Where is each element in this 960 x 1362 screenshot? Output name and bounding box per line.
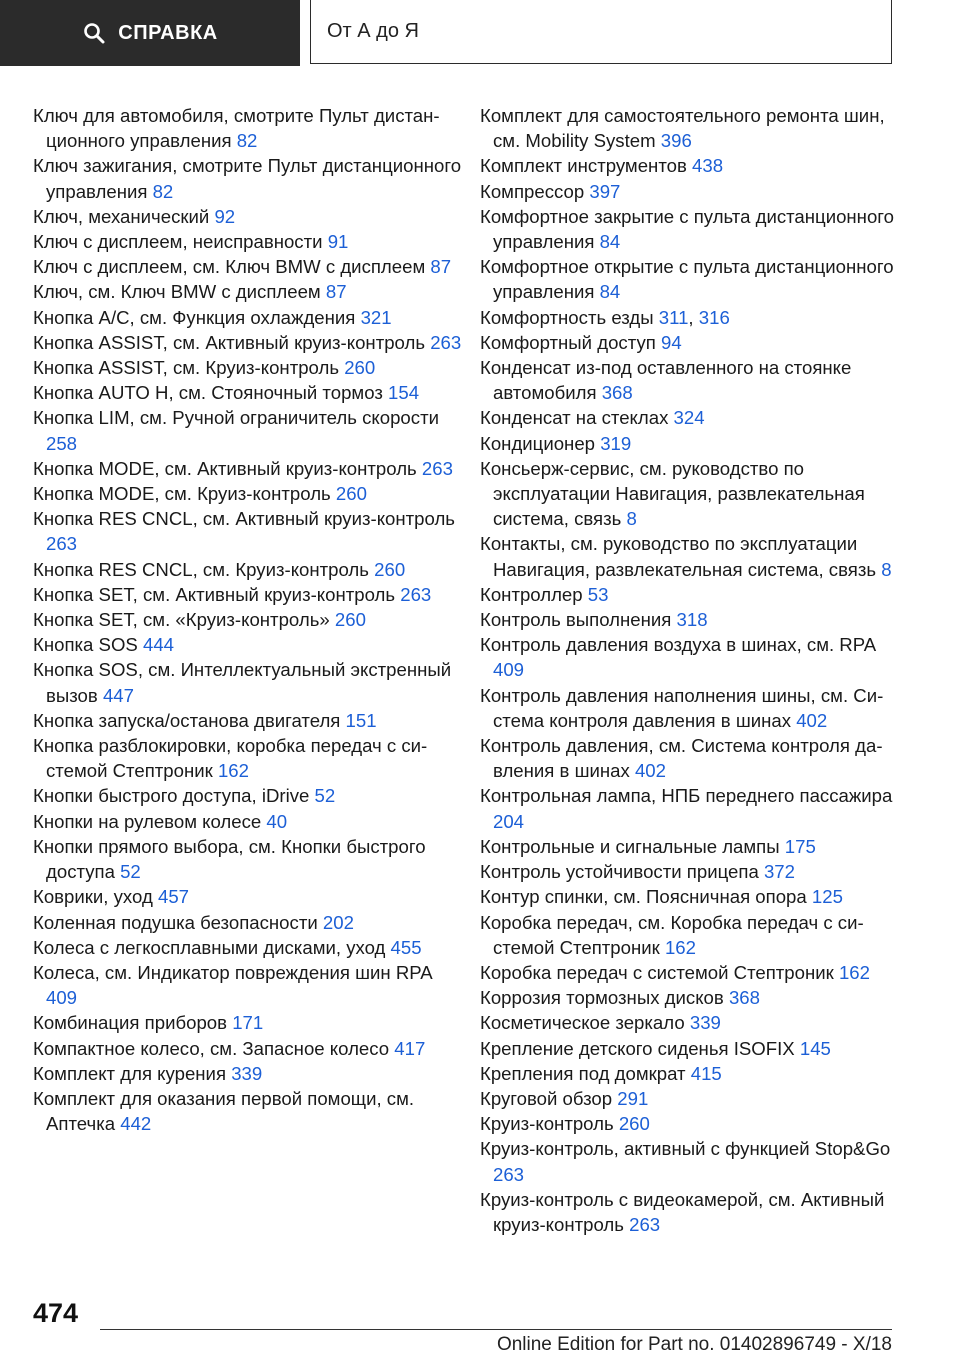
- index-entry-term: Кнопка ASSIST, см. Активный круиз-контроль: [33, 331, 426, 353]
- page-reference-link[interactable]: 52: [120, 861, 141, 883]
- index-entry: [33, 1010, 463, 1035]
- index-entry-term: Ключ зажигания, смотрите Пульт дистанционного управления: [33, 155, 462, 202]
- index-entry: [33, 783, 463, 808]
- index-entry: [33, 456, 463, 481]
- page-reference-link[interactable]: 260: [374, 558, 406, 580]
- index-entry-term: Кнопка SOS: [33, 634, 138, 656]
- page-reference-link[interactable]: 319: [600, 432, 632, 454]
- page-reference-link[interactable]: 339: [231, 1062, 263, 1084]
- page-reference-link[interactable]: 94: [660, 331, 682, 353]
- index-entry: [480, 1010, 910, 1035]
- index-entry: [33, 330, 463, 355]
- index-entry: [33, 1036, 463, 1061]
- page-reference-link[interactable]: 91: [327, 231, 349, 253]
- page-reference-link[interactable]: 263: [400, 583, 432, 605]
- index-entry: [480, 1111, 910, 1136]
- index-entry-term: Коробка передач, см. Коробка передач с системой Стептроник: [480, 911, 864, 958]
- index-entry: [33, 481, 463, 506]
- index-entry: [33, 708, 463, 733]
- index-entry: [480, 910, 910, 960]
- page-reference-link[interactable]: 321: [360, 306, 392, 328]
- page-reference-link[interactable]: 291: [617, 1087, 649, 1109]
- index-entry-term: Кнопка LIM, см. Ручной ограничитель скорости: [33, 407, 439, 429]
- index-entry-term: Ключ, см. Ключ BMW с дисплеем: [33, 281, 321, 303]
- index-entry: [33, 1086, 463, 1136]
- index-entry-term: Крепления под домкрат: [480, 1062, 686, 1084]
- index-entry-term: Ключ, механический: [33, 205, 210, 227]
- index-entry-term: Контакты, см. руководство по эксплуатации Навигация, развлекательная система, связь: [480, 533, 877, 580]
- index-entry: [33, 229, 463, 254]
- index-entry: [480, 582, 910, 607]
- page-reference-link[interactable]: 154: [388, 382, 420, 404]
- index-entry-term: Контроль давления наполнения шины, см. Система контроля давления в шинах: [480, 684, 884, 731]
- index-entry: [33, 305, 463, 330]
- index-entry-term: Комплект для оказания первой помощи, см. Аптечка: [33, 1087, 415, 1135]
- index-entry: [480, 179, 910, 204]
- index-entry: [480, 431, 910, 456]
- page-reference-link[interactable]: 372: [763, 861, 795, 883]
- page-reference-link[interactable]: 125: [811, 886, 843, 908]
- index-entry: [480, 204, 910, 254]
- page-reference-link[interactable]: 402: [634, 760, 666, 782]
- page-reference-link[interactable]: 204: [493, 810, 525, 832]
- page-reference-link[interactable]: 52: [314, 785, 336, 807]
- page-reference-link[interactable]: 417: [394, 1037, 426, 1059]
- index-entry: [33, 103, 463, 153]
- index-entry: [480, 355, 910, 405]
- index-entry-term: Кнопка RES CNCL, см. Активный круиз-контроль: [33, 508, 455, 530]
- index-entry: [33, 405, 463, 455]
- index-entry-term: Кнопка запуска/останова двигателя: [33, 709, 341, 731]
- header: [0, 0, 960, 66]
- index-entry: [480, 456, 910, 532]
- index-entry: [33, 153, 463, 203]
- index-entry: [480, 632, 910, 682]
- index-entry: [33, 607, 463, 632]
- index-column-left: [33, 103, 463, 1136]
- page-reference-link[interactable]: 175: [784, 835, 816, 857]
- page-reference-link[interactable]: 8: [626, 508, 637, 530]
- index-entry: [480, 1187, 910, 1237]
- index-entry-term: Контроль выполнения: [480, 609, 672, 631]
- page-reference-link[interactable]: 260: [618, 1113, 650, 1135]
- index-entry: [480, 1036, 910, 1061]
- index-entry: [480, 1136, 910, 1186]
- index-column-right: [480, 103, 910, 1237]
- page-reference-link[interactable]: 444: [143, 634, 175, 656]
- index-entry-term: Коленная подушка безопасности: [33, 911, 318, 933]
- index-entry-term: Консьерж-сервис, см. руководство по эксплуатации Навигация, развлекательная система, связь: [480, 457, 865, 530]
- page-reference-link[interactable]: 87: [430, 256, 452, 278]
- index-entry-term: Комфортное закрытие с пульта дистанционного управления: [480, 205, 895, 253]
- index-entry: [480, 834, 910, 859]
- page-reference-link[interactable]: 53: [587, 583, 609, 605]
- page-reference-link[interactable]: 318: [676, 609, 708, 631]
- index-entry: [33, 657, 463, 707]
- index-entry: [33, 254, 463, 279]
- index-entry: [33, 380, 463, 405]
- index-entry-term: Контур спинки, см. Поясничная опора: [480, 886, 807, 908]
- search-icon: [82, 21, 106, 45]
- index-entry-term: Комфортный доступ: [480, 331, 656, 353]
- index-entry-term: Кнопка SET, см. Активный круиз-контроль: [33, 583, 396, 605]
- index-entry: [480, 607, 910, 632]
- index-entry-term: Колеса, см. Индикатор повреждения шин RPA: [33, 961, 432, 983]
- page-reference-link[interactable]: 447: [102, 684, 134, 706]
- page-reference-link[interactable]: 263: [46, 533, 78, 555]
- index-entry-term: Кнопки быстрого доступа, iDrive: [33, 785, 310, 807]
- index-entry-term: Комфортность езды: [480, 306, 654, 328]
- index-entry-term: Комплект для курения: [33, 1062, 227, 1084]
- page-reference-link[interactable]: 402: [796, 709, 828, 731]
- index-entry-term: Конденсат из-под оставленного на стоянке автомобиля: [480, 357, 852, 404]
- page-reference-link[interactable]: 455: [390, 936, 422, 958]
- page-reference-link[interactable]: 368: [728, 987, 760, 1009]
- index-entry-term: Контрольная лампа, НПБ переднего пассажира: [480, 785, 893, 807]
- index-entry: [480, 1061, 910, 1086]
- index-entry-term: Кнопка ASSIST, см. Круиз-контроль: [33, 357, 340, 379]
- index-entry: [480, 985, 910, 1010]
- index-entry: [480, 405, 910, 430]
- index-entry: [33, 910, 463, 935]
- index-entry: [480, 783, 910, 833]
- index-entry-term: Кнопка MODE, см. Круиз-контроль: [33, 483, 331, 505]
- page-reference-link[interactable]: 40: [266, 810, 288, 832]
- index-entry-term: Комплект инструментов: [480, 155, 687, 177]
- index-entry: [480, 254, 910, 304]
- page-reference-link[interactable]: 457: [157, 886, 190, 908]
- index-entry: [33, 582, 463, 607]
- index-entry: [480, 103, 910, 153]
- index-entry-term: Контроллер: [480, 583, 583, 605]
- page-reference-link[interactable]: 263: [493, 1163, 525, 1185]
- index-entry: [33, 834, 463, 884]
- index-entry: [33, 1061, 463, 1086]
- page-reference-link[interactable]: 396: [660, 130, 692, 152]
- index-entry-term: Коврики, уход: [33, 886, 153, 908]
- index-entry: [480, 330, 910, 355]
- page-reference-link[interactable]: 87: [325, 281, 347, 303]
- index-entry-term: Контроль давления, см. Система контроля давления в шинах: [480, 735, 883, 782]
- index-entry-term: Кнопка SET, см. «Круиз-контроль»: [33, 609, 330, 631]
- page-reference-link[interactable]: 162: [217, 760, 249, 782]
- index-entry-term: Косметическое зеркало: [480, 1012, 685, 1034]
- page-reference-link[interactable]: 162: [664, 936, 696, 958]
- index-entry-term: Круиз-контроль, активный с функцией Stop&Go: [480, 1138, 891, 1160]
- index-entry: [33, 935, 463, 960]
- help-tab-label: СПРАВКА: [118, 21, 218, 44]
- index-entry-term: Комфортное открытие с пульта дистанционного управления: [480, 256, 894, 303]
- page-reference-link[interactable]: 260: [344, 357, 376, 379]
- page-reference-link[interactable]: 151: [345, 709, 377, 731]
- index-entry-term: Контроль давления воздуха в шинах, см. RPA: [480, 634, 876, 656]
- index-entry-term: Ключ с дисплеем, см. Ключ BMW с дисплеем: [33, 256, 426, 278]
- index-entry: [480, 733, 910, 783]
- page-reference-link[interactable]: 316: [698, 306, 730, 328]
- index-tab-label: От А до Я: [327, 20, 419, 42]
- index-entry: [480, 683, 910, 733]
- page-number: 474: [33, 1298, 79, 1328]
- index-entry-term: Компрессор: [480, 180, 585, 202]
- index-tab[interactable]: [310, 0, 892, 64]
- page-reference-link[interactable]: 311: [658, 306, 689, 328]
- index-entry: [33, 960, 463, 1010]
- index-entry: [480, 305, 910, 330]
- page-reference-link[interactable]: 438: [692, 155, 724, 177]
- index-entry: [33, 632, 463, 657]
- index-entry-term: Кнопка MODE, см. Активный круиз-контроль: [33, 457, 417, 479]
- index-entry: [480, 859, 910, 884]
- page-reference-link[interactable]: 260: [335, 483, 367, 505]
- page-reference-link[interactable]: 82: [236, 130, 258, 152]
- index-entry-term: Контроль устойчивости прицепа: [480, 861, 759, 883]
- page-reference-link[interactable]: 8: [881, 558, 892, 580]
- index-entry-term: Кнопки на рулевом колесе: [33, 810, 262, 832]
- index-entry: [480, 960, 910, 985]
- page-reference-link[interactable]: 263: [430, 331, 462, 353]
- index-entry-term: Круиз-контроль: [480, 1113, 614, 1135]
- index-entry: [33, 557, 463, 582]
- page-reference-link[interactable]: 162: [838, 961, 870, 983]
- index-entry: [33, 506, 463, 556]
- index-entry-term: Коррозия тормозных дисков: [480, 987, 724, 1009]
- page-reference-link[interactable]: 92: [214, 205, 236, 227]
- page-reference-link[interactable]: 171: [232, 1012, 264, 1034]
- index-entry-term: Круговой обзор: [480, 1087, 613, 1109]
- page-reference-link[interactable]: 82: [152, 180, 174, 202]
- page-reference-link[interactable]: 263: [421, 457, 453, 479]
- index-entry: [33, 884, 463, 909]
- index-entry: [33, 733, 463, 783]
- index-entry: [480, 153, 910, 178]
- page-reference-link[interactable]: 415: [690, 1062, 722, 1084]
- page-reference-link[interactable]: 84: [599, 231, 621, 253]
- index-entry-term: Кнопка разблокировки, коробка передач с системой Стептроник: [33, 735, 428, 782]
- index-entry: [33, 279, 463, 304]
- index-entry-term: Комбинация приборов: [33, 1012, 228, 1034]
- footer-divider: [100, 1329, 892, 1330]
- page-reference-link[interactable]: 260: [334, 609, 366, 631]
- page-reference-link[interactable]: 409: [46, 987, 78, 1009]
- footer-edition-text: Online Edition for Part no. 01402896749 - X/18: [496, 1334, 892, 1355]
- index-entry-term: Коробка передач с системой Стептроник: [480, 961, 834, 983]
- page-reference-link[interactable]: 324: [673, 407, 705, 429]
- index-entry-term: Кондиционер: [480, 432, 596, 454]
- page-reference-link[interactable]: 258: [46, 432, 78, 454]
- index-entry-term: Крепление детского сиденья ISOFIX: [480, 1037, 795, 1059]
- page-reference-link[interactable]: 84: [599, 281, 621, 303]
- index-entry: [33, 809, 463, 834]
- index-entry-term: Кнопка AUTO H, см. Стояночный тормоз: [33, 382, 383, 404]
- ref-separator: ,: [688, 306, 694, 328]
- index-entry-term: Ключ для автомобиля, смотрите Пульт дистанционного управления: [33, 105, 440, 152]
- page-reference-link[interactable]: 145: [799, 1037, 831, 1059]
- index-entry-term: Кнопка RES CNCL, см. Круиз-контроль: [33, 558, 369, 580]
- page-reference-link[interactable]: 263: [629, 1213, 661, 1235]
- index-entry-term: Комплект для самостоятельного ремонта шин, см. Mobility System: [480, 105, 885, 152]
- page-reference-link[interactable]: 409: [493, 659, 525, 681]
- index-entry-term: Кнопки прямого выбора, см. Кнопки быстрого доступа: [33, 835, 426, 883]
- page-reference-link[interactable]: 339: [689, 1012, 721, 1034]
- page-reference-link[interactable]: 397: [589, 180, 621, 202]
- index-entry-term: Кнопка A/C, см. Функция охлаждения: [33, 306, 356, 328]
- index-entry: [480, 531, 910, 581]
- index-entry: [33, 204, 463, 229]
- page-reference-link[interactable]: 202: [322, 911, 354, 933]
- page-reference-link[interactable]: 368: [601, 382, 633, 404]
- index-entry-term: Круиз-контроль с видеокамерой, см. Активный круиз-контроль: [480, 1188, 885, 1235]
- index-entry-term: Ключ с дисплеем, неисправности: [33, 231, 323, 253]
- index-entry-term: Контрольные и сигнальные лампы: [480, 835, 780, 857]
- index-entry: [480, 1086, 910, 1111]
- index-entry-term: Кнопка SOS, см. Интеллектуальный экстренный вызов: [33, 659, 452, 706]
- index-entry: [33, 355, 463, 380]
- index-entry: [480, 884, 910, 909]
- help-tab[interactable]: [0, 0, 300, 66]
- index-entry-term: Компактное колесо, см. Запасное колесо: [33, 1037, 390, 1059]
- index-entry-term: Колеса с легкосплавными дисками, уход: [33, 936, 386, 958]
- page-reference-link[interactable]: 442: [120, 1113, 152, 1135]
- index-entry-term: Конденсат на стеклах: [480, 407, 669, 429]
